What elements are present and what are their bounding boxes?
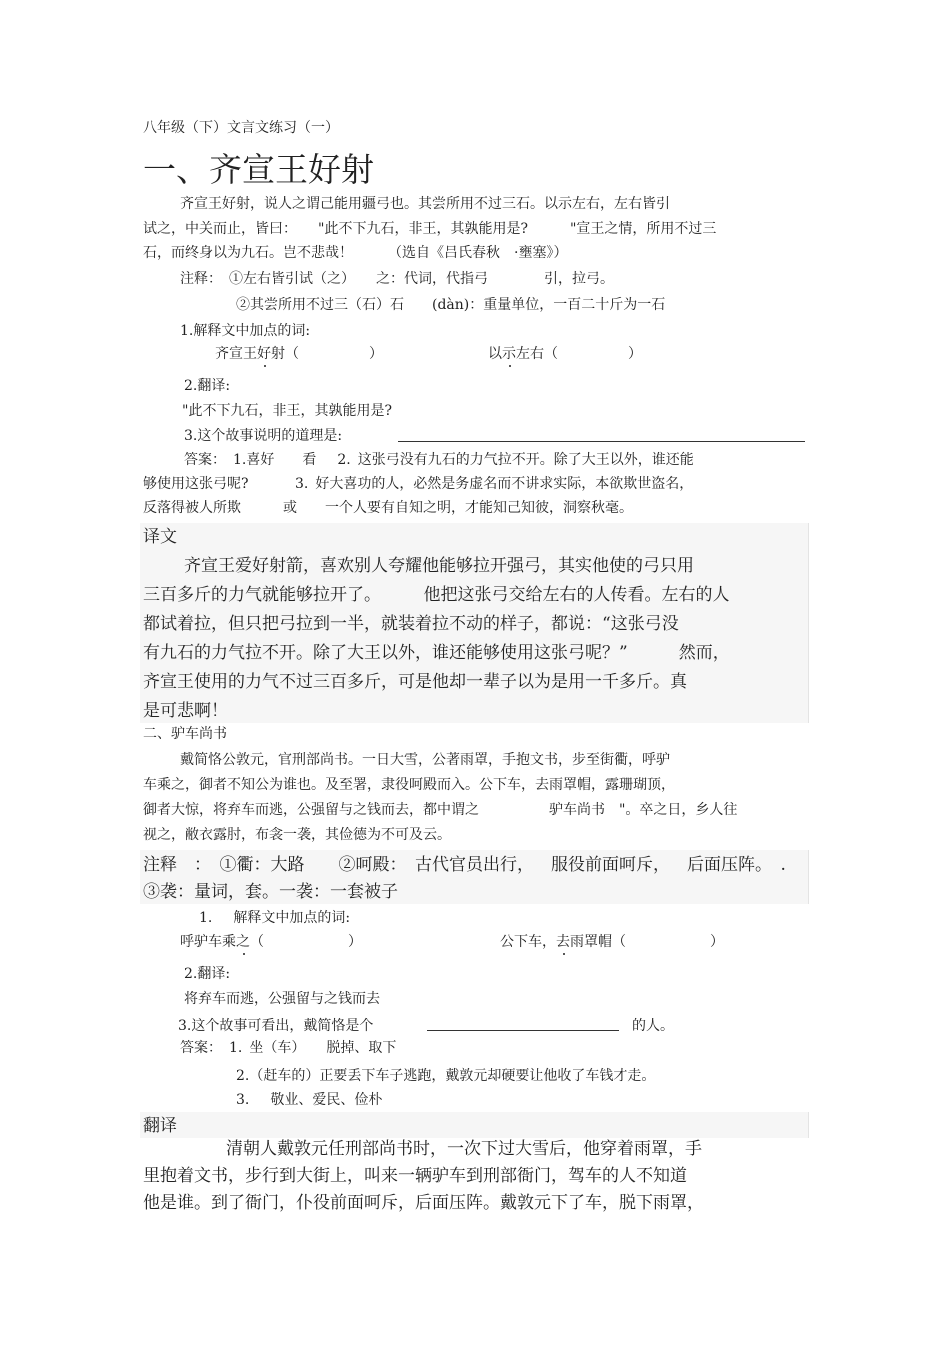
note-line: 注释： ①左右皆引试（之） 之：代词，代指弓 引，拉弓。 — [180, 271, 614, 287]
note-line: 注释 ： ①衢：大路 ②呵殿： 古代官员出行， 服役前面呵斥， 后面压阵。 . — [143, 855, 786, 875]
translation-line: 三百多斤的力气就能够拉开了。 他把这张弓交给左右的人传看。左右的人 — [143, 585, 730, 605]
dotted-word: 去 — [556, 934, 570, 950]
passage-line: 试之，中关而止，皆曰： "此不下九石，非王，其孰能用是? "宣王之情，所用不过三 — [143, 221, 717, 237]
section-title-1: 一、齐宣王好射 — [143, 150, 374, 189]
question-2: 2.翻译: — [184, 378, 231, 394]
answer-line: 答案： 1.喜好 看 2. 这张弓没有九石的力气拉不开。除了大王以外，谁还能 — [184, 452, 694, 468]
dotted-word: 好 — [257, 346, 271, 362]
answer-blank — [398, 441, 805, 442]
dotted-word: 之 — [236, 934, 250, 950]
translation-line: 齐宣王使用的力气不过三百多斤，可是他却一辈子以为是用一千多斤。真 — [143, 672, 687, 692]
question-2-text: 将弃车而逃，公强留与之钱而去 — [184, 991, 380, 1007]
dotted-word: 示 — [502, 346, 516, 362]
translation-label: 翻译 — [143, 1116, 177, 1136]
translation-line: 他是谁。到了衙门，仆役前面呵斥，后面压阵。戴敦元下了车，脱下雨罩， — [143, 1193, 704, 1213]
passage-line: 视之，敝衣露肘，布衾一袭，其俭德为不可及云。 — [143, 827, 451, 843]
translation-line: 里抱着文书，步行到大街上，叫来一辆驴车到刑部衙门，驾车的人不知道 — [143, 1166, 687, 1186]
question-3-end: 的人。 — [632, 1018, 674, 1034]
translation-line: 是可悲啊！ — [143, 701, 228, 721]
question-1: 1. 解释文中加点的词: — [199, 910, 351, 926]
translation-box — [140, 1112, 809, 1138]
question-1-item-a: 齐宣王好射（ ） — [215, 346, 383, 362]
passage-line: 石，而终身以为九石。岂不悲哉！ （选自《吕氏春秋 ·壅塞》） — [143, 245, 568, 261]
translation-label: 译文 — [143, 527, 177, 547]
note-line: ③袭：量词，套。一袭：一套被子 — [143, 882, 398, 902]
note-line: ②其尝所用不过三（石）石 (dàn)：重量单位，一百二十斤为一石 — [236, 297, 666, 313]
question-1-item-b: 公下车，去雨罩帽（ ） — [500, 934, 724, 950]
passage-line: 齐宣王好射，说人之谓己能用疆弓也。其尝所用不过三石。以示左右，左右皆引 — [180, 196, 670, 212]
passage-line: 戴简恪公敦元，官刑部尚书。一日大雪，公著雨罩，手抱文书，步至街衢，呼驴 — [180, 752, 670, 768]
answer-line: 反落得被人所欺 或 一个人要有自知之明，才能知己知彼，洞察秋毫。 — [143, 500, 633, 516]
answer-blank — [427, 1030, 619, 1031]
question-2: 2.翻译: — [184, 966, 231, 982]
translation-line: 有九石的力气拉不开。除了大王以外，谁还能够使用这张弓呢？” 然而， — [143, 643, 730, 663]
answer-line: 答案： 1. 坐（车） 脱掉、取下 — [180, 1040, 397, 1056]
answer-line: 3. 敬业、爱民、俭朴 — [236, 1092, 383, 1108]
answer-line: 够使用这张弓呢? 3. 好大喜功的人，必然是务虚名而不讲求实际，本欲欺世盗名， — [143, 476, 694, 492]
translation-line: 清朝人戴敦元任刑部尚书时，一次下过大雪后，他穿着雨罩，手 — [226, 1139, 702, 1159]
question-1-item-a: 呼驴车乘之（ ） — [180, 934, 362, 950]
question-3: 3.这个故事说明的道理是: — [184, 428, 343, 444]
question-1-item-b: 以示左右（ ） — [488, 346, 642, 362]
page-header: 八年级（下）文言文练习（一） — [143, 120, 339, 136]
question-3: 3.这个故事可看出，戴简恪是个 — [178, 1018, 374, 1034]
passage-line: 御者大惊，将弃车而逃，公强留与之钱而去，都中谓之 驴车尚书 "。卒之日，乡人往 — [143, 802, 738, 818]
passage-line: 车乘之，御者不知公为谁也。及至署，隶役呵殿而入。公下车，去雨罩帽，露珊瑚顶， — [143, 777, 675, 793]
question-2-text: "此不下九石，非王，其孰能用是? — [182, 403, 392, 419]
translation-line: 齐宣王爱好射箭，喜欢别人夸耀他能够拉开强弓，其实他使的弓只用 — [184, 556, 694, 576]
translation-line: 都试着拉，但只把弓拉到一半，就装着拉不动的样子，都说：“这张弓没 — [143, 614, 679, 634]
section-title-2: 二、驴车尚书 — [143, 726, 227, 742]
answer-line: 2.（赶车的）正要丢下车子逃跑，戴敦元却硬要让他收了车钱才走。 — [236, 1068, 656, 1084]
question-1: 1.解释文中加点的词: — [180, 323, 311, 339]
